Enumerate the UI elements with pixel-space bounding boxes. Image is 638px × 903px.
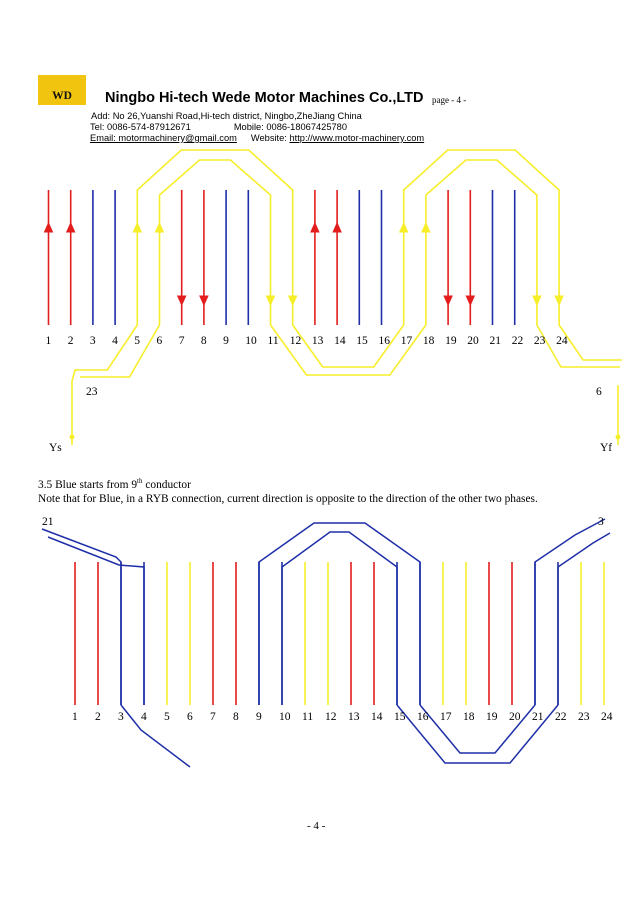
- slot-number-24: 24: [556, 335, 568, 347]
- heading-text-end: conductor: [142, 478, 191, 491]
- slot-number-15: 15: [394, 711, 406, 723]
- tel-number: Tel: 0086-574-87912671: [90, 122, 191, 132]
- slot-number-24: 24: [601, 711, 613, 723]
- slot-number-15: 15: [356, 335, 368, 347]
- slot-number-7: 7: [210, 711, 216, 723]
- coil-18-23: [426, 160, 537, 325]
- tail-3: [121, 705, 190, 767]
- slot-number-21: 21: [489, 335, 501, 347]
- slot-number-22: 22: [555, 711, 567, 723]
- slot-number-23: 23: [533, 335, 546, 347]
- arrow-down-slot-19: [444, 296, 452, 305]
- heading-text: 3.5 Blue starts from 9: [38, 478, 138, 491]
- ys-terminal: [70, 435, 75, 440]
- slot-number-4: 4: [141, 711, 147, 723]
- slot-number-17: 17: [440, 711, 452, 723]
- wrap-right-21: [535, 519, 605, 705]
- slot-number-21: 21: [532, 711, 544, 723]
- arrow-up-slot-1: [45, 223, 53, 232]
- yf-terminal: [616, 435, 621, 440]
- coil-10-15: [282, 532, 397, 705]
- yellow-winding-diagram: [0, 145, 638, 465]
- label-slot-23: 23: [86, 386, 98, 398]
- lead-ys: [72, 325, 137, 445]
- slot-number-11: 11: [267, 335, 279, 347]
- company-name: Ningbo Hi-tech Wede Motor Machines Co.,LTD: [105, 90, 424, 106]
- slot-number-16: 16: [378, 335, 390, 347]
- slot-number-2: 2: [67, 335, 74, 347]
- slot-number-12: 12: [289, 335, 302, 347]
- website-label: Website:: [250, 133, 287, 143]
- blue-winding-diagram: [0, 505, 638, 775]
- wrap-left-4: [48, 537, 144, 705]
- slot-number-9: 9: [223, 335, 229, 347]
- slot-conductors: [49, 190, 515, 325]
- contact-web: [90, 133, 424, 143]
- slot-number-14: 14: [334, 335, 346, 347]
- slot-number-20: 20: [509, 711, 521, 723]
- arrow-down-slot-20: [466, 296, 474, 305]
- wrap-right-24: [559, 325, 622, 360]
- slot-conductors: [75, 562, 604, 705]
- page-label: page - 4 -: [432, 95, 467, 105]
- arrow-up-slot-13: [311, 223, 319, 232]
- label-slot-21: 21: [42, 516, 54, 528]
- arrow-up-slot-2: [67, 223, 75, 232]
- logo-text: WD: [52, 90, 72, 102]
- wrap-right-22: [558, 533, 610, 705]
- slot-number-22: 22: [511, 335, 524, 347]
- label-start-ys: Ys: [49, 442, 62, 454]
- slot-number-4: 4: [112, 335, 118, 347]
- slot-number-17: 17: [400, 335, 413, 347]
- note-text: Note that for Blue, in a RYB connection, current direction is opposite to the direction of the other two phases.: [38, 493, 538, 505]
- slot-number-7: 7: [178, 335, 185, 347]
- slot-number-11: 11: [302, 711, 314, 723]
- slot-number-18: 18: [463, 711, 475, 723]
- slot-number-2: 2: [95, 711, 101, 723]
- slot-number-5: 5: [134, 335, 141, 347]
- slot-number-8: 8: [233, 711, 239, 723]
- slot-number-13: 13: [348, 711, 360, 723]
- label-finish-yf: Yf: [600, 442, 613, 454]
- slot-number-13: 13: [311, 335, 324, 347]
- slot-number-6: 6: [156, 335, 163, 347]
- page-footer: - 4 -: [307, 820, 326, 832]
- slot-number-6: 6: [187, 711, 193, 723]
- slot-number-19: 19: [445, 335, 457, 347]
- section-heading: [38, 477, 191, 491]
- slot-number-20: 20: [467, 335, 479, 347]
- slot-number-3: 3: [118, 711, 124, 723]
- heading-sup: th: [137, 477, 143, 485]
- slot-number-23: 23: [578, 711, 590, 723]
- current-direction-arrows: [45, 223, 564, 305]
- arrow-down-slot-7: [178, 296, 186, 305]
- slot-number-19: 19: [486, 711, 498, 723]
- slot-number-16: 16: [417, 711, 429, 723]
- slot-number-8: 8: [200, 335, 207, 347]
- slot-number-12: 12: [325, 711, 337, 723]
- slot-number-10: 10: [279, 711, 291, 723]
- website-link[interactable]: http://www.motor-machinery.com: [289, 133, 425, 143]
- company-logo: [38, 75, 86, 105]
- slot-number-5: 5: [164, 711, 170, 723]
- email-link[interactable]: Email: motormachinery@gmail.com: [90, 133, 237, 143]
- slot-number-9: 9: [256, 711, 262, 723]
- contact-phones: [90, 122, 347, 132]
- blue-end-connections: [42, 519, 610, 767]
- slot-number-labels: [72, 711, 613, 723]
- coil-9-16: [259, 523, 420, 705]
- coil-6-11: [160, 160, 271, 325]
- company-address: Add: No 26,Yuanshi Road,Hi-tech district, Ningbo,ZheJiang China: [91, 111, 362, 121]
- arrow-down-slot-8: [200, 296, 208, 305]
- slot-number-14: 14: [371, 711, 383, 723]
- label-slot-6: 6: [596, 386, 602, 398]
- wrap-left-3: [42, 529, 121, 705]
- slot-number-1: 1: [45, 335, 52, 347]
- slot-number-1: 1: [72, 711, 78, 723]
- slot-number-3: 3: [89, 335, 96, 347]
- slot-number-10: 10: [245, 335, 257, 347]
- mobile-number: Mobile: 0086-18067425780: [233, 122, 348, 132]
- slot-number-18: 18: [422, 335, 435, 347]
- arrow-up-slot-14: [333, 223, 341, 232]
- label-slot-3: 3: [598, 516, 604, 528]
